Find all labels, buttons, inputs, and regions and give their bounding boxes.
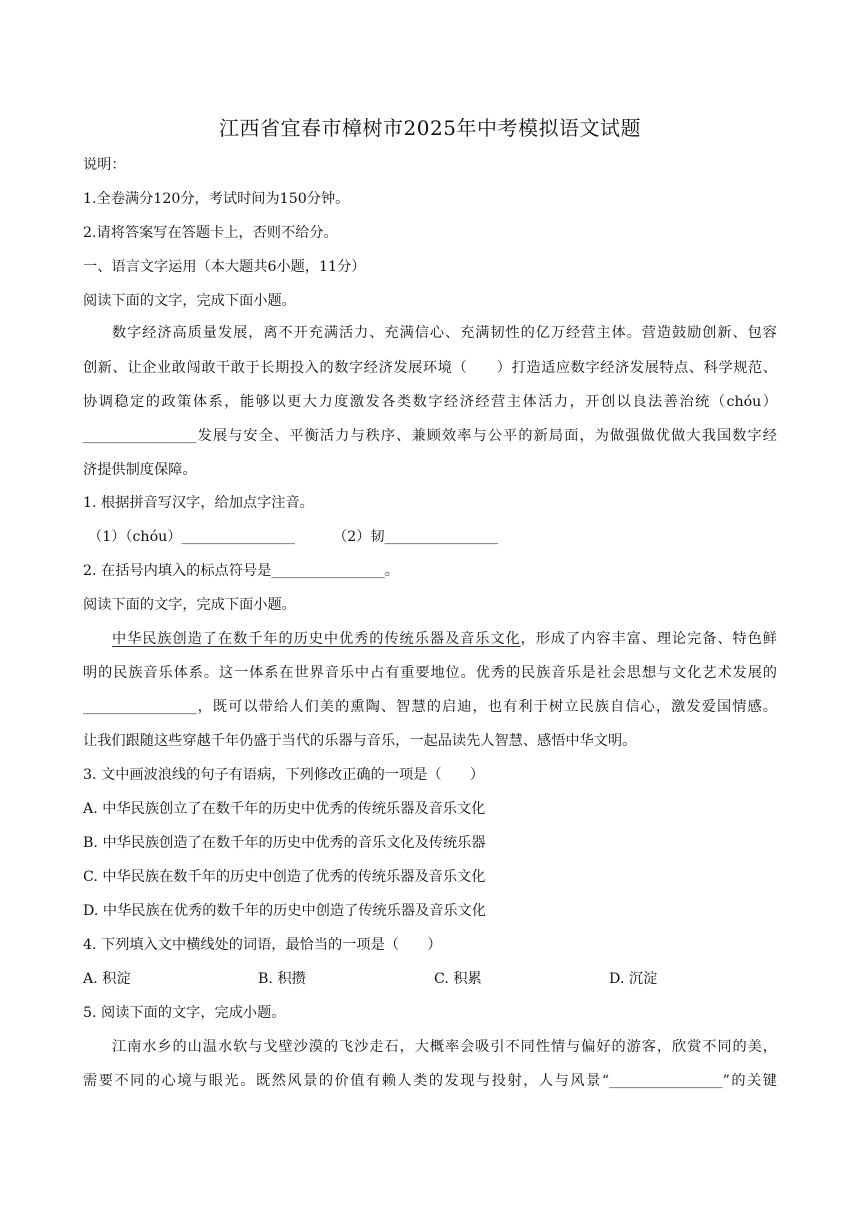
question-1-part-a: （1）（chóu）________________ (88, 529, 295, 545)
wavy-underlined-sentence: 中华民族创造了在数千年的历史中优秀的传统乐器及音乐文化 (112, 631, 521, 647)
passage-line: ________________，既可以带给人们美的熏陶、智慧的启迪，也有利于树立民族自信心，激发爱国情感。 (83, 699, 777, 715)
intro-heading: 说明： (83, 157, 126, 173)
question-5: 5. 阅读下面的文字，完成小题。 (83, 1005, 286, 1021)
intro-item: 2.请将答案写在答题卡上，否则不给分。 (83, 225, 338, 241)
section-heading: 一、语言文字运用（本大题共6小题，11分） (83, 259, 366, 275)
question-1: 1. 根据拼音写汉字，给加点字注音。 (83, 495, 314, 511)
intro-item: 1.全卷满分120分，考试时间为150分钟。 (83, 191, 350, 207)
reading-instruction: 阅读下面的文字，完成下面小题。 (83, 597, 296, 613)
option-d: D. 中华民族在优秀的数千年的历史中创造了传统乐器及音乐文化 (83, 903, 486, 919)
option-d: D. 沉淀 (609, 971, 658, 987)
passage-line: 江南水乡的山温水软与戈壁沙漠的飞沙走石，大概率会吸引不同性情与偏好的游客，欣赏不同的美， (112, 1039, 777, 1055)
passage-line: 创新、让企业敢闯敢干敢于长期投入的数字经济发展环境（ ）打造适应数字经济发展特点、科学规范、 (83, 360, 777, 376)
option-c: C. 中华民族在数千年的历史中创造了优秀的传统乐器及音乐文化 (83, 869, 486, 885)
option-c: C. 积累 (434, 971, 482, 987)
option-a: A. 积淀 (83, 971, 131, 987)
passage-line: 明的民族音乐体系。这一体系在世界音乐中占有重要地位。优秀的民族音乐是社会思想与文化艺术发展的 (83, 665, 777, 681)
passage-line: 数字经济高质量发展，离不开充满活力、充满信心、充满韧性的亿万经营主体。营造鼓励创新、包容 (112, 325, 777, 341)
question-4: 4. 下列填入文中横线处的词语，最恰当的一项是（ ） (83, 937, 442, 953)
passage-line: ________________发展与安全、平衡活力与秩序、兼顾效率与公平的新局面，为做强做优做大我国数字经 (83, 428, 777, 444)
option-b: B. 中华民族创造了在数千年的历史中优秀的音乐文化及传统乐器 (83, 835, 486, 851)
passage-text: ，形成了内容丰富、理论完备、特色鲜 (520, 631, 777, 647)
passage-line: 需要不同的心境与眼光。既然风景的价值有赖人类的发现与投射，人与风景“________________”的关键 (83, 1073, 777, 1089)
reading-instruction: 阅读下面的文字，完成下面小题。 (83, 293, 296, 309)
passage-line: 济提供制度保障。 (83, 462, 197, 478)
question-2: 2. 在括号内填入的标点符号是________________。 (83, 563, 399, 579)
question-3: 3. 文中画波浪线的句子有语病，下列修改正确的一项是（ ） (83, 767, 485, 783)
passage-line: 协调稳定的政策体系，能够以更大力度激发各类数字经济经营主体活力，开创以良法善治统（chóu） (83, 394, 777, 410)
question-1-part-b: （2）韧________________ (333, 529, 499, 545)
option-b: B. 积攒 (258, 971, 306, 987)
passage-line (112, 629, 777, 649)
page-title: 江西省宜春市樟树市2025年中考模拟语文试题 (219, 116, 641, 140)
passage-line: 让我们跟随这些穿越千年仍盛于当代的乐器与音乐，一起品读先人智慧、感悟中华文明。 (83, 733, 637, 749)
option-a: A. 中华民族创立了在数千年的历史中优秀的传统乐器及音乐文化 (83, 801, 486, 817)
